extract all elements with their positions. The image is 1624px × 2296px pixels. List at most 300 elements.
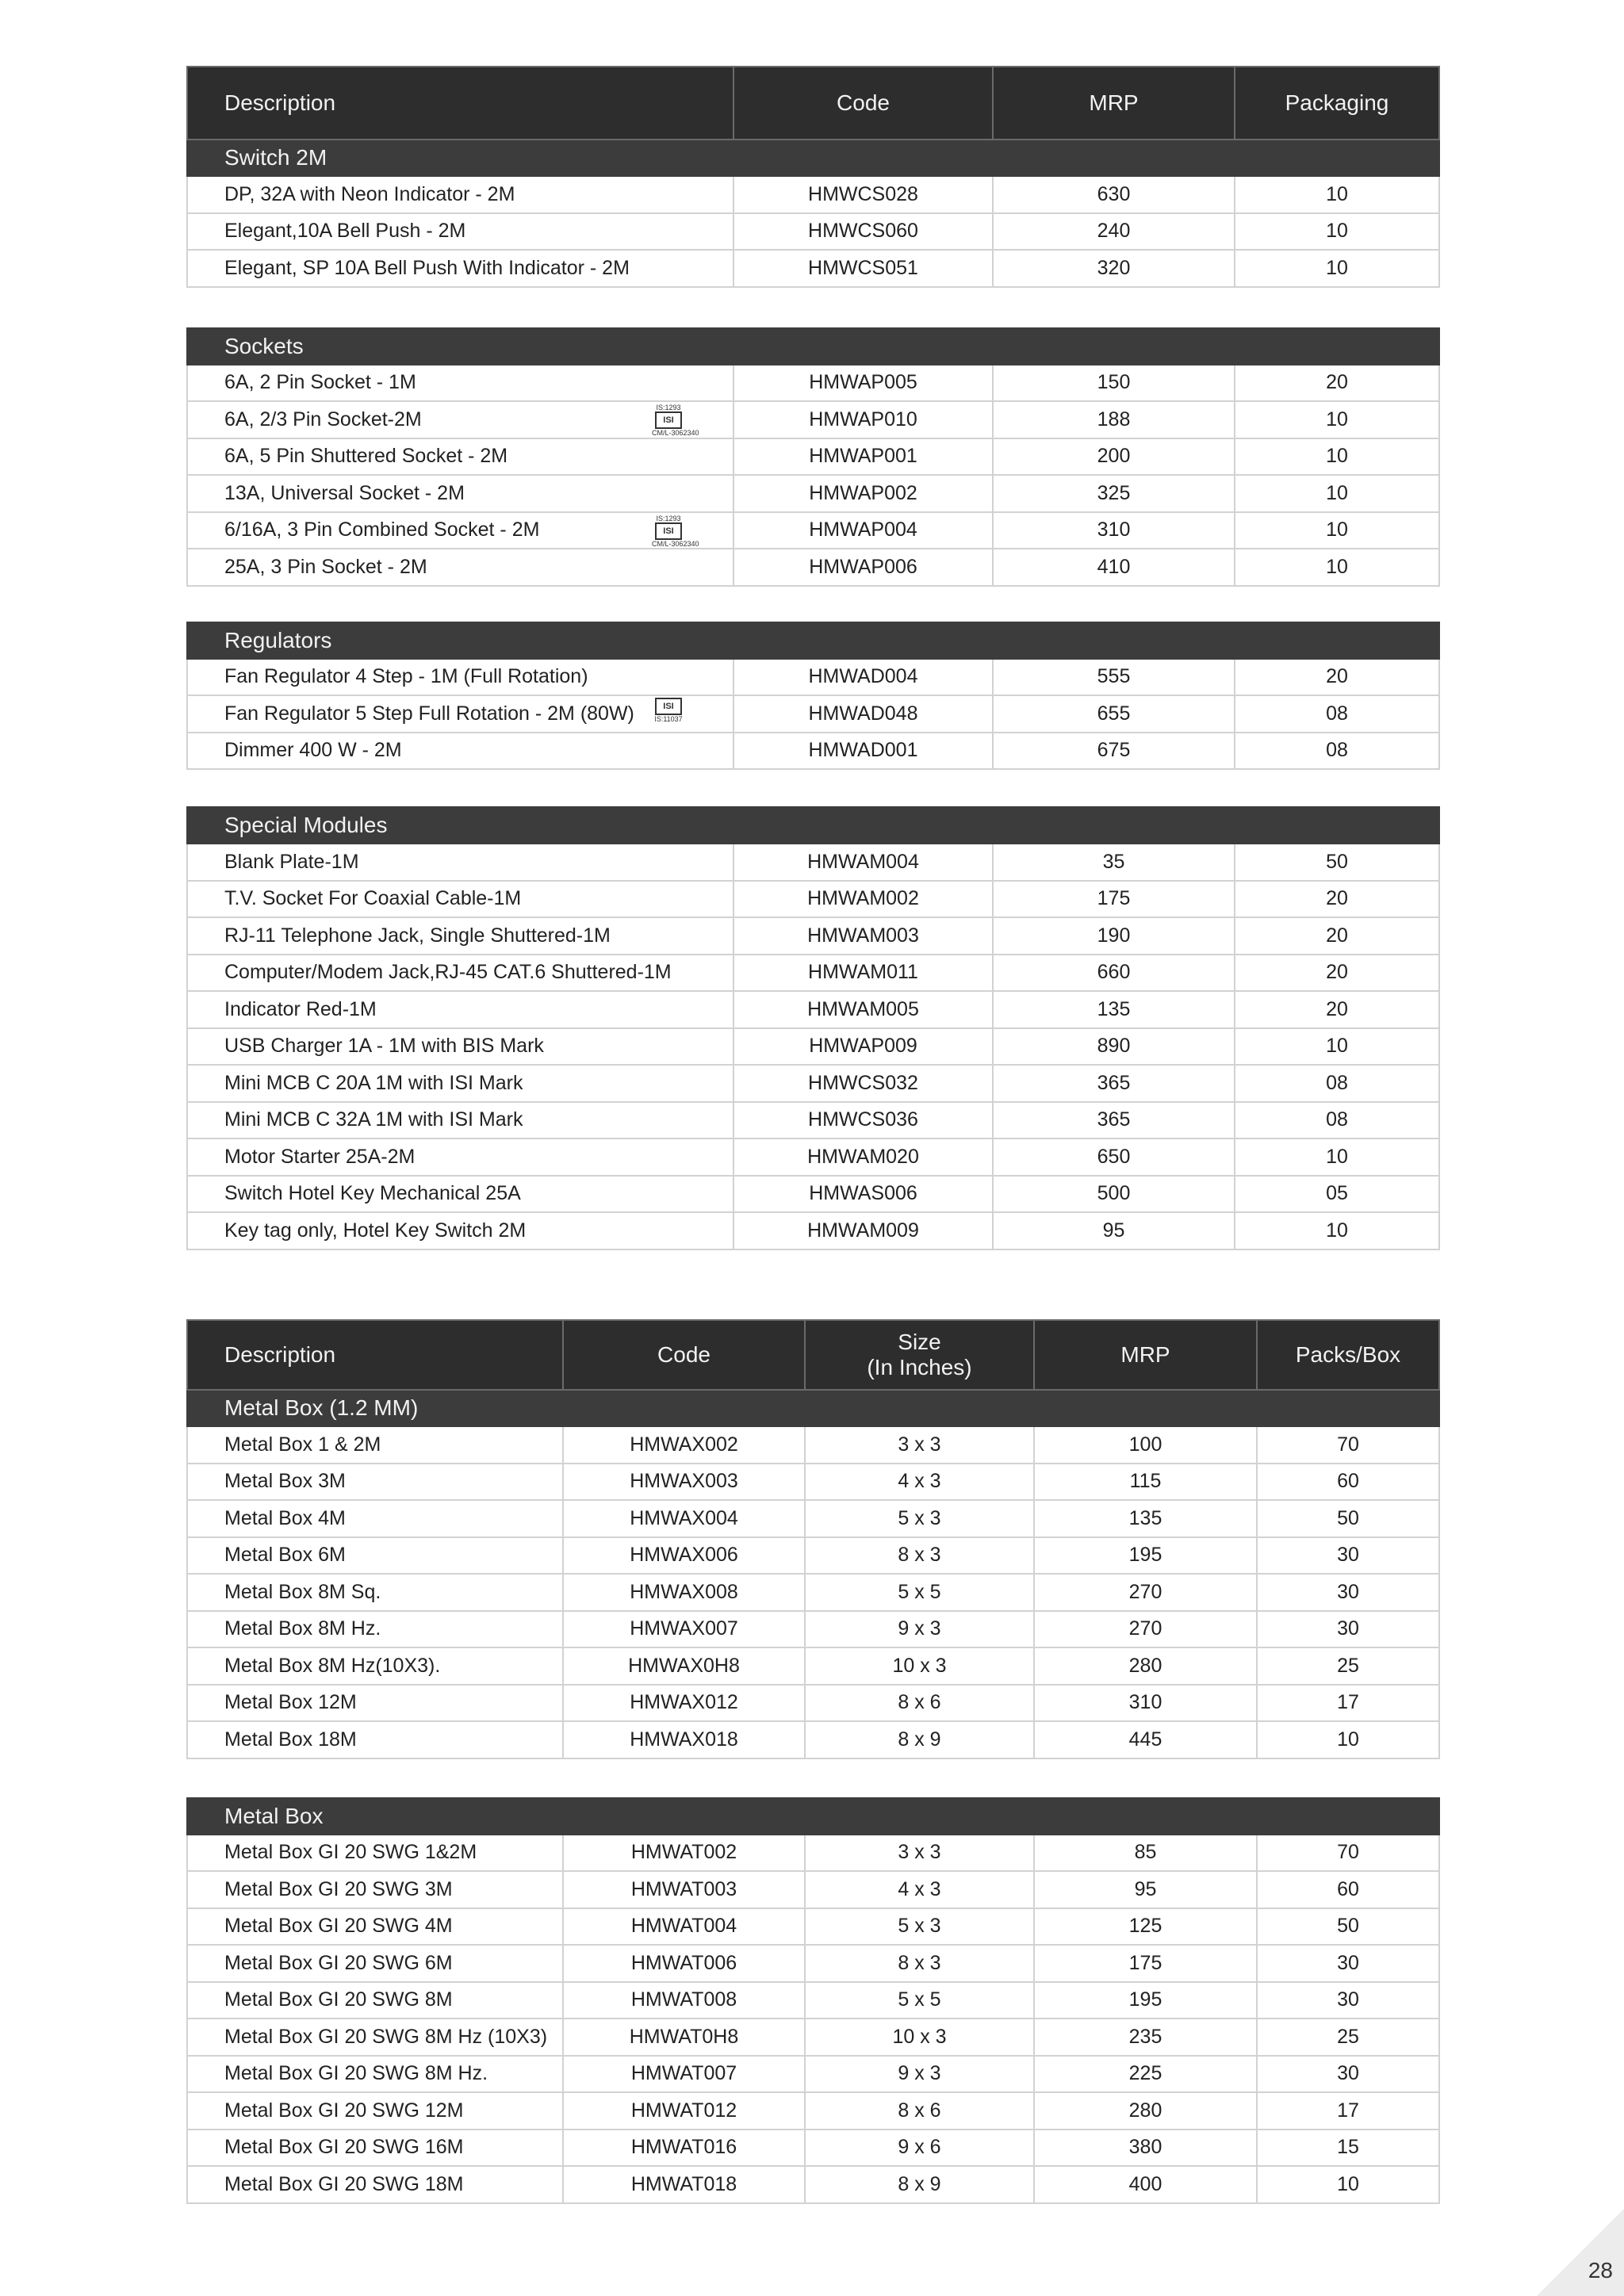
packaging-cell-text: 08	[1326, 1108, 1348, 1131]
code-cell	[563, 1647, 805, 1685]
mrp-cell	[1034, 1685, 1257, 1722]
code-cell-text: HMWCS036	[808, 1108, 918, 1131]
packs-per-box-cell-text: 60	[1337, 1470, 1359, 1493]
packaging-cell	[1235, 401, 1439, 438]
table-row	[187, 659, 1439, 696]
mrp-cell	[1034, 1464, 1257, 1501]
packaging-cell	[1235, 659, 1439, 696]
size-cell-text: 9 x 3	[898, 1617, 941, 1640]
code-cell	[563, 1945, 805, 1982]
code-cell	[563, 1611, 805, 1648]
packs-per-box-cell	[1257, 1426, 1439, 1464]
packs-per-box-cell-text: 30	[1337, 1617, 1359, 1640]
table-row	[187, 401, 1439, 438]
code-cell	[563, 2166, 805, 2203]
table-row	[187, 1500, 1439, 1537]
isi-standard-number: IS:1293	[656, 514, 681, 522]
packaging-cell	[1235, 917, 1439, 955]
size-cell-text: 10 x 3	[892, 2025, 947, 2048]
code-cell	[563, 2130, 805, 2167]
code-cell	[733, 881, 993, 918]
size-cell-text: 8 x 9	[898, 1728, 941, 1751]
packs-per-box-cell	[1257, 1945, 1439, 1982]
mrp-cell-text: 240	[1097, 220, 1131, 243]
category-title: Metal Box (1.2 MM)	[187, 1390, 1439, 1426]
packaging-cell	[1235, 438, 1439, 476]
code-cell-text: HMWAX012	[630, 1691, 738, 1714]
table-row	[187, 1871, 1439, 1908]
code-cell-text: HMWAM020	[807, 1145, 919, 1168]
size-cell	[805, 1685, 1034, 1722]
description-cell-text: 6A, 5 Pin Shuttered Socket - 2M	[224, 445, 508, 468]
header-description: Description	[187, 1320, 563, 1390]
packs-per-box-cell	[1257, 2092, 1439, 2130]
mrp-cell-text: 500	[1097, 1182, 1131, 1205]
mrp-cell	[993, 475, 1235, 512]
section-spacer	[187, 287, 1439, 328]
code-cell-text: HMWAT007	[630, 2062, 737, 2085]
code-cell	[563, 1721, 805, 1758]
table-row	[187, 1028, 1439, 1066]
size-cell	[805, 1464, 1034, 1501]
size-cell	[805, 1426, 1034, 1464]
packs-per-box-cell-text: 30	[1337, 1951, 1359, 1974]
size-cell-text: 8 x 6	[898, 2099, 941, 2122]
code-cell-text: HMWAD004	[808, 665, 918, 688]
table-row	[187, 1537, 1439, 1575]
description-cell	[187, 1176, 733, 1213]
description-cell-text: Metal Box GI 20 SWG 1&2M	[224, 1841, 477, 1864]
size-cell	[805, 1721, 1034, 1758]
mrp-cell-text: 135	[1097, 997, 1131, 1020]
description-cell	[187, 881, 733, 918]
packaging-cell-text: 20	[1326, 997, 1348, 1020]
size-cell-text: 5 x 3	[898, 1506, 941, 1529]
packaging-cell-text: 20	[1326, 924, 1348, 947]
packs-per-box-cell-text: 30	[1337, 1580, 1359, 1603]
packs-per-box-cell	[1257, 2019, 1439, 2056]
isi-logo: ISI	[655, 411, 682, 429]
mrp-cell	[1034, 2092, 1257, 2130]
description-cell-text: Metal Box 4M	[224, 1506, 346, 1529]
code-cell	[563, 2092, 805, 2130]
code-cell	[733, 213, 993, 251]
code-cell	[733, 549, 993, 586]
packs-per-box-cell-text: 25	[1337, 1654, 1359, 1677]
code-cell	[733, 365, 993, 402]
mrp-cell-text: 675	[1097, 739, 1131, 762]
packaging-cell-text: 10	[1326, 256, 1348, 279]
table-row	[187, 917, 1439, 955]
header-description: Description	[187, 67, 733, 140]
mrp-cell	[1034, 1611, 1257, 1648]
description-cell	[187, 1835, 563, 1872]
code-cell-text: HMWCS032	[808, 1071, 918, 1094]
description-cell-text: 6/16A, 3 Pin Combined Socket - 2M	[224, 519, 540, 541]
mrp-cell-text: 190	[1097, 924, 1131, 947]
description-cell	[187, 1138, 733, 1176]
description-cell-text: Metal Box GI 20 SWG 8M Hz (10X3)	[224, 2025, 548, 2048]
packaging-cell-text: 10	[1326, 555, 1348, 578]
packs-per-box-cell	[1257, 1685, 1439, 1722]
mrp-cell	[993, 512, 1235, 549]
code-cell	[733, 1102, 993, 1139]
code-cell	[733, 1065, 993, 1102]
description-cell	[187, 213, 733, 251]
table-header-row	[187, 1320, 1439, 1390]
packaging-cell	[1235, 1028, 1439, 1066]
table-row	[187, 844, 1439, 881]
description-cell-text: USB Charger 1A - 1M with BIS Mark	[224, 1035, 544, 1058]
description-cell-text: Switch Hotel Key Mechanical 25A	[224, 1182, 521, 1205]
size-cell-text: 3 x 3	[898, 1841, 941, 1864]
description-cell-text: Metal Box 8M Hz.	[224, 1617, 381, 1640]
description-cell	[187, 2130, 563, 2167]
header-packaging: Packaging	[1235, 67, 1439, 140]
description-cell-text: Metal Box 3M	[224, 1470, 346, 1493]
code-cell	[733, 659, 993, 696]
mrp-cell	[993, 401, 1235, 438]
category-title: Special Modules	[187, 807, 1439, 844]
code-cell-text: HMWAM003	[807, 924, 919, 947]
size-cell-text: 8 x 9	[898, 2172, 941, 2195]
mrp-cell-text: 135	[1128, 1506, 1162, 1529]
code-cell-text: HMWAX006	[630, 1544, 738, 1567]
packaging-cell-text: 10	[1326, 1145, 1348, 1168]
isi-standard-number: IS:1293	[656, 404, 681, 411]
code-cell	[563, 1835, 805, 1872]
mrp-cell	[1034, 1908, 1257, 1946]
mrp-cell	[993, 881, 1235, 918]
description-cell	[187, 1685, 563, 1722]
packs-per-box-cell	[1257, 1835, 1439, 1872]
table-row	[187, 1574, 1439, 1611]
packaging-cell-text: 10	[1326, 519, 1348, 541]
table-row	[187, 250, 1439, 287]
description-cell-text: Fan Regulator 5 Step Full Rotation - 2M (80W)	[224, 702, 634, 725]
description-cell-text: 13A, Universal Socket - 2M	[224, 481, 465, 504]
table-row	[187, 991, 1439, 1028]
description-cell-text: Metal Box 18M	[224, 1728, 357, 1751]
size-cell	[805, 2130, 1034, 2167]
code-cell-text: HMWAM011	[808, 961, 918, 984]
description-cell	[187, 733, 733, 770]
mrp-cell	[1034, 1871, 1257, 1908]
mrp-cell	[1034, 1574, 1257, 1611]
table-row	[187, 549, 1439, 586]
description-cell	[187, 2019, 563, 2056]
code-cell	[733, 733, 993, 770]
code-cell	[733, 844, 993, 881]
packs-per-box-cell-text: 60	[1337, 1877, 1359, 1900]
category-title: Sockets	[187, 328, 1439, 365]
mrp-cell-text: 320	[1097, 256, 1131, 279]
code-cell-text: HMWAX0H8	[628, 1654, 740, 1677]
mrp-cell	[1034, 1500, 1257, 1537]
mrp-cell	[1034, 1835, 1257, 1872]
size-cell-text: 9 x 6	[898, 2136, 941, 2159]
description-cell-text: Computer/Modem Jack,RJ-45 CAT.6 Shuttered-1M	[224, 961, 672, 984]
header-code: Code	[563, 1320, 805, 1390]
description-cell	[187, 475, 733, 512]
mrp-cell	[993, 1176, 1235, 1213]
packs-per-box-cell	[1257, 1611, 1439, 1648]
category-row	[187, 622, 1439, 659]
packs-per-box-cell	[1257, 1721, 1439, 1758]
code-cell	[733, 1176, 993, 1213]
size-cell-text: 8 x 3	[898, 1544, 941, 1567]
mrp-cell-text: 195	[1128, 1988, 1162, 2011]
size-cell	[805, 1835, 1034, 1872]
packs-per-box-cell-text: 50	[1337, 1506, 1359, 1529]
mrp-cell-text: 650	[1097, 1145, 1131, 1168]
table-row	[187, 2056, 1439, 2093]
size-cell	[805, 1871, 1034, 1908]
table-row	[187, 1982, 1439, 2019]
description-cell-text: 6A, 2 Pin Socket - 1M	[224, 371, 416, 394]
description-cell-text: 6A, 2/3 Pin Socket-2M	[224, 408, 422, 430]
table-row	[187, 1835, 1439, 1872]
description-cell	[187, 1908, 563, 1946]
code-cell	[733, 512, 993, 549]
code-cell-text: HMWAX002	[630, 1433, 738, 1456]
size-cell	[805, 2092, 1034, 2130]
description-cell-text: RJ-11 Telephone Jack, Single Shuttered-1M	[224, 924, 611, 947]
mrp-cell-text: 175	[1128, 1951, 1162, 1974]
description-cell-text: Metal Box 1 & 2M	[224, 1433, 381, 1456]
code-cell	[563, 1982, 805, 2019]
code-cell-text: HMWAT0H8	[629, 2025, 739, 2048]
table-row	[187, 2166, 1439, 2203]
code-cell-text: HMWAM009	[807, 1219, 919, 1242]
code-cell-text: HMWCS051	[808, 256, 918, 279]
table-row	[187, 1647, 1439, 1685]
description-cell-text: Metal Box GI 20 SWG 4M	[224, 1915, 453, 1938]
mrp-cell-text: 555	[1097, 665, 1131, 688]
mrp-cell-text: 410	[1097, 555, 1131, 578]
description-cell-text: Fan Regulator 4 Step - 1M (Full Rotation)	[224, 665, 588, 688]
table-row	[187, 365, 1439, 402]
description-cell	[187, 1212, 733, 1249]
code-cell	[563, 1426, 805, 1464]
packaging-cell-text: 10	[1326, 445, 1348, 468]
section-spacer	[187, 586, 1439, 622]
size-cell-text: 5 x 3	[898, 1915, 941, 1938]
code-cell-text: HMWAP005	[809, 371, 917, 394]
table-row	[187, 1945, 1439, 1982]
mrp-cell-text: 188	[1097, 408, 1131, 430]
description-cell	[187, 991, 733, 1028]
packaging-cell-text: 50	[1326, 850, 1348, 873]
table-row	[187, 733, 1439, 770]
table-row	[187, 475, 1439, 512]
header-size	[805, 1320, 1034, 1390]
mrp-cell	[993, 955, 1235, 992]
isi-mark-icon	[652, 514, 699, 548]
size-cell-text: 5 x 5	[898, 1580, 941, 1603]
packaging-cell	[1235, 1102, 1439, 1139]
mrp-cell-text: 280	[1128, 2099, 1162, 2122]
description-cell-text: Blank Plate-1M	[224, 850, 359, 873]
description-cell	[187, 844, 733, 881]
category-row	[187, 1390, 1439, 1426]
packaging-cell	[1235, 475, 1439, 512]
packaging-cell-text: 08	[1326, 739, 1348, 762]
description-cell	[187, 1426, 563, 1464]
packaging-cell-text: 05	[1326, 1182, 1348, 1205]
table-row	[187, 1611, 1439, 1648]
code-cell	[733, 1028, 993, 1066]
packaging-cell-text: 20	[1326, 961, 1348, 984]
description-cell	[187, 955, 733, 992]
table-row	[187, 176, 1439, 213]
header-code: Code	[733, 67, 993, 140]
code-cell	[733, 991, 993, 1028]
description-cell	[187, 1028, 733, 1066]
mrp-cell	[993, 1065, 1235, 1102]
size-cell-text: 8 x 3	[898, 1951, 941, 1974]
packaging-cell-text: 10	[1326, 481, 1348, 504]
mrp-cell-text: 270	[1128, 1617, 1162, 1640]
size-cell	[805, 2166, 1034, 2203]
code-cell-text: HMWAP004	[809, 519, 917, 541]
code-cell	[733, 401, 993, 438]
description-cell-text: DP, 32A with Neon Indicator - 2M	[224, 182, 515, 205]
packs-per-box-cell	[1257, 1908, 1439, 1946]
table-row	[187, 1138, 1439, 1176]
mrp-cell-text: 235	[1128, 2025, 1162, 2048]
description-cell	[187, 1464, 563, 1501]
packaging-cell-text: 20	[1326, 371, 1348, 394]
mrp-cell-text: 85	[1134, 1841, 1157, 1864]
code-cell-text: HMWAP009	[809, 1035, 917, 1058]
code-cell-text: HMWAP002	[809, 481, 917, 504]
packs-per-box-cell	[1257, 1500, 1439, 1537]
size-cell-text: 4 x 3	[898, 1470, 941, 1493]
mrp-cell	[993, 250, 1235, 287]
mrp-cell	[993, 917, 1235, 955]
mrp-cell	[1034, 1647, 1257, 1685]
isi-logo: ISI	[655, 522, 682, 540]
mrp-cell-text: 890	[1097, 1035, 1131, 1058]
size-cell	[805, 1982, 1034, 2019]
code-cell	[563, 1574, 805, 1611]
description-cell	[187, 1065, 733, 1102]
packs-per-box-cell-text: 30	[1337, 2062, 1359, 2085]
description-cell	[187, 1574, 563, 1611]
code-cell	[733, 917, 993, 955]
code-cell	[563, 1537, 805, 1575]
code-cell-text: HMWAT002	[630, 1841, 737, 1864]
code-cell-text: HMWAM002	[807, 887, 919, 910]
packaging-cell	[1235, 549, 1439, 586]
description-cell-text: Metal Box 12M	[224, 1691, 357, 1714]
code-cell-text: HMWAS006	[809, 1182, 917, 1205]
size-cell	[805, 2056, 1034, 2093]
page-number: 28	[1588, 2258, 1613, 2283]
table-row	[187, 1065, 1439, 1102]
mrp-cell	[993, 1102, 1235, 1139]
mrp-cell	[993, 365, 1235, 402]
packs-per-box-cell-text: 50	[1337, 1915, 1359, 1938]
header-size-unit: (In Inches)	[867, 1355, 972, 1380]
table-row	[187, 438, 1439, 476]
mrp-cell-text: 310	[1128, 1691, 1162, 1714]
description-cell	[187, 250, 733, 287]
packaging-cell	[1235, 1212, 1439, 1249]
packaging-cell-text: 10	[1326, 1035, 1348, 1058]
table-row	[187, 1685, 1439, 1722]
table-row	[187, 512, 1439, 549]
description-cell	[187, 695, 733, 733]
description-cell	[187, 401, 733, 438]
size-cell	[805, 1611, 1034, 1648]
packaging-cell	[1235, 881, 1439, 918]
description-cell	[187, 659, 733, 696]
description-cell-text: Motor Starter 25A-2M	[224, 1145, 416, 1168]
category-title: Regulators	[187, 622, 1439, 659]
code-cell-text: HMWAP006	[809, 555, 917, 578]
mrp-cell-text: 325	[1097, 481, 1131, 504]
table-row	[187, 2092, 1439, 2130]
description-cell-text: Metal Box GI 20 SWG 8M	[224, 1988, 453, 2011]
packaging-cell-text: 10	[1326, 220, 1348, 243]
code-cell-text: HMWCS028	[808, 182, 918, 205]
isi-mark-icon	[652, 404, 699, 437]
mrp-cell	[993, 176, 1235, 213]
description-cell-text: T.V. Socket For Coaxial Cable-1M	[224, 887, 522, 910]
packs-per-box-cell-text: 17	[1337, 2099, 1359, 2122]
table-row	[187, 695, 1439, 733]
packaging-cell-text: 20	[1326, 887, 1348, 910]
packs-per-box-cell-text: 10	[1337, 2172, 1359, 2195]
isi-mark-icon	[652, 698, 685, 729]
description-cell-text: Metal Box GI 20 SWG 8M Hz.	[224, 2062, 488, 2085]
mrp-cell	[1034, 2056, 1257, 2093]
description-cell	[187, 2092, 563, 2130]
description-cell-text: Metal Box 8M Hz(10X3).	[224, 1654, 441, 1677]
code-cell-text: HMWAX003	[630, 1470, 738, 1493]
description-cell	[187, 2056, 563, 2093]
description-cell-text: Elegant,10A Bell Push - 2M	[224, 220, 466, 243]
code-cell	[563, 1464, 805, 1501]
description-cell	[187, 1871, 563, 1908]
table-row	[187, 1426, 1439, 1464]
mrp-cell-text: 400	[1128, 2172, 1162, 2195]
description-cell-text: Metal Box GI 20 SWG 18M	[224, 2172, 464, 2195]
code-cell	[563, 1685, 805, 1722]
mrp-cell-text: 125	[1128, 1915, 1162, 1938]
header-mrp: MRP	[993, 67, 1235, 140]
category-title: Metal Box	[187, 1798, 1439, 1835]
size-cell-text: 5 x 5	[898, 1988, 941, 2011]
table-row	[187, 1102, 1439, 1139]
description-cell-text: Metal Box 8M Sq.	[224, 1580, 381, 1603]
packs-per-box-cell	[1257, 1574, 1439, 1611]
table-row	[187, 2019, 1439, 2056]
description-cell-text: Metal Box GI 20 SWG 16M	[224, 2136, 464, 2159]
packaging-cell-text: 10	[1326, 1219, 1348, 1242]
description-cell	[187, 1647, 563, 1685]
size-cell	[805, 1908, 1034, 1946]
category-row	[187, 140, 1439, 176]
description-cell	[187, 549, 733, 586]
packaging-cell	[1235, 250, 1439, 287]
mrp-cell-text: 310	[1097, 519, 1131, 541]
isi-license-number: IS:11037	[654, 715, 683, 723]
mrp-cell-text: 195	[1128, 1544, 1162, 1567]
mrp-cell	[993, 844, 1235, 881]
